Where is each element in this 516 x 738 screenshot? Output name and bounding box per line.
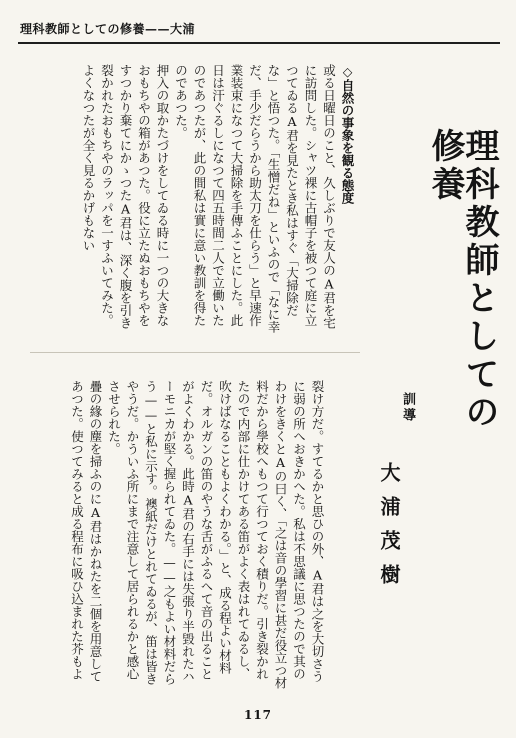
- page-number: 117: [243, 708, 273, 722]
- section-heading: ◇自然の事象を観る態度: [340, 64, 355, 204]
- paragraph: 押入の取かたづけをしてゐる時に一つの大きなおもちやの箱があつた。役に立たぬおもちやをすつかり棄てにかゝつたA君は、深く腹を引き裂かれたおもちやのラッパを一すふいてみた。よくなつたが全く見るかげもない: [81, 64, 170, 329]
- block-divider: [30, 352, 360, 353]
- header-rule: [18, 42, 500, 44]
- article-title: 理科教師としての修養: [425, 128, 499, 432]
- paragraph: 疊の緣の塵を掃ふのにA君はかねたを二個を用意してあつた。使つてみると成る程布に吸ひ込まれた芥もよ: [69, 380, 103, 683]
- author-label: 訓導: [400, 392, 415, 424]
- author-name: 大浦茂樹: [377, 462, 401, 598]
- lower-text-block: [26, 380, 326, 690]
- running-header: 理科教師としての修養——大浦: [20, 22, 196, 36]
- upper-text-block: [60, 64, 356, 334]
- paragraph: 或る日曜日のこと、久しぶりで友人のA君を宅に訪問した。シャツ裸に古帽子を被つて庭に立つてゐるA君を見たとき私はすぐ「大掃除だな」と悟つた。「生憎だね」といふので「なに幸だ、手少だらうから助太刀を仕らう」と早速作業装束になつて大掃除を手傳ふことにした。此日は汗ぐるしになつて四五時間二人で立働いたのであつたが、此の間私は實に意い教訓を得たのであつた。: [173, 64, 337, 333]
- paragraph: 裂け方だ。すてるかと思ひの外、A君は之を大切さうに弱の所へおきかへた。私は不思議に思つたので其のわけをきくとAの曰く、「之は音の學習に甚だ役立つ材料だから學校へもつて行つておく積りだ。引き裂かれたので内部に仕かけてある笛がよく表はれてゐるし、吹けばなることもよくわかる。」と、成る程よい材料だ。オルガンの笛のやうな舌がふるへて音の出ることがよくわかる。此時A君の右手には失張り半毀れたハーモニカが堅く握られてゐた。——之もよい材料だらう——と私に示す。襖紙だけとれてゐるが、笛は皆きやうだ。かういふ所にまで注意して居られるかと感心させられた。: [106, 380, 325, 689]
